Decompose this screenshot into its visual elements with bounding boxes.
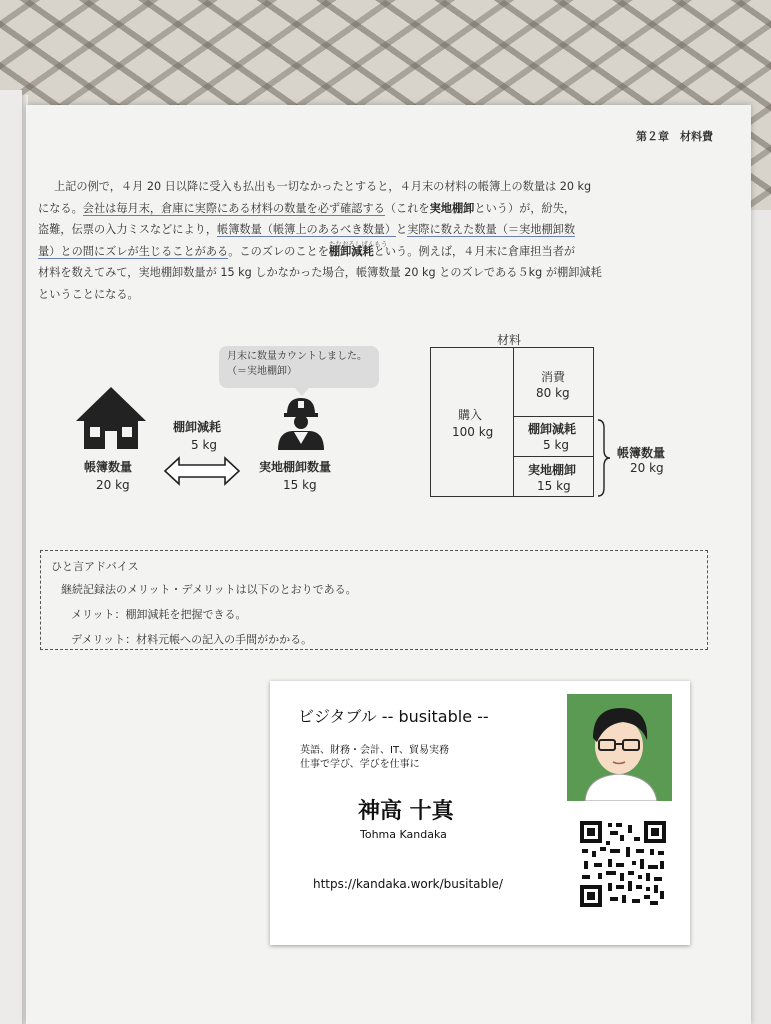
underline-monthly-check: 会社は毎月末，倉庫に実際にある材料の数量を必ず確認する <box>82 201 385 215</box>
brace-value: 20 kg <box>630 461 664 475</box>
underline-book-qty: 帳簿数量（帳簿上のあるべき数量） <box>217 223 397 237</box>
book-qty-label: 帳簿数量 <box>84 460 133 474</box>
purchase-value: 100 kg <box>452 425 494 439</box>
divider-line-1 <box>513 416 594 417</box>
chapter-header: 第２章 材料費 <box>636 130 713 143</box>
curly-brace-icon <box>596 418 612 498</box>
card-tagline-2: 仕事で学び、学びを仕事に <box>300 759 420 770</box>
card-tagline-1: 英語、財務・会計、IT、貿易実務 <box>300 745 450 756</box>
actual-qty-label: 実地棚卸数量 <box>259 460 332 474</box>
loss-box-label: 棚卸減耗 <box>528 422 577 436</box>
para-line-4: 量）との間にズレが生じることがある。このズレのことを棚卸減耗 たなおろしげんもう という。例えば，４月末に倉庫担当者が <box>38 241 710 263</box>
loss-label: 棚卸減耗 <box>173 420 222 434</box>
loss-value: 5 kg <box>191 438 218 452</box>
qr-code-icon[interactable] <box>580 821 666 907</box>
underline-gap: 量）との間にズレが生じることがある <box>38 244 229 258</box>
advice-title: ひと言アドバイス <box>51 560 139 573</box>
worker-icon <box>274 394 328 452</box>
advice-line-1: 継続記録法のメリット・デメリットは以下のとおりである。 <box>61 583 357 596</box>
card-name: 神高 十真 <box>358 799 454 824</box>
card-name-romaji: Tohma Kandaka <box>360 828 447 841</box>
qr-pattern <box>580 821 666 907</box>
house-icon <box>74 385 148 451</box>
advice-line-3: デメリット：材料元帳への記入の手間がかかる。 <box>71 633 313 646</box>
para-line-5: 材料を数えてみて，実地棚卸数量が 15 kg しかなかった場合，帳簿数量 20 kg とのズレである５kg が棚卸減耗 <box>38 266 602 280</box>
purchase-label: 購入 <box>458 408 483 422</box>
avatar-illustration <box>567 694 672 801</box>
para-line-2: になる。会社は毎月末，倉庫に実際にある材料の数量を必ず確認する（これを実地棚卸という）が，紛失， <box>38 201 576 215</box>
business-card <box>270 681 690 945</box>
brace-label: 帳簿数量 <box>617 446 666 460</box>
speech-bubble: 月末に数量カウントしました。 （＝実地棚卸） <box>219 346 379 388</box>
material-title: 材料 <box>497 333 522 347</box>
loss-box-value: 5 kg <box>543 438 570 452</box>
term-inventory-loss: 棚卸減耗 たなおろしげんもう <box>329 245 374 258</box>
divider-line-2 <box>513 456 594 457</box>
stock-box-value: 15 kg <box>537 479 571 493</box>
book-qty-value: 20 kg <box>96 478 130 492</box>
advice-box <box>40 550 708 650</box>
para-line-1: 上記の例で，４月 20 日以降に受入も払出も一切なかったとすると，４月末の材料の帳簿上の数量は 20 kg <box>54 180 592 193</box>
avatar <box>567 694 672 801</box>
double-arrow-icon <box>163 455 241 487</box>
card-url[interactable]: https://kandaka.work/busitable/ <box>313 877 503 891</box>
actual-qty-value: 15 kg <box>283 478 317 492</box>
consume-value: 80 kg <box>536 386 570 400</box>
term-physical-inventory: 実地棚卸 <box>429 201 475 215</box>
consume-label: 消費 <box>541 370 566 384</box>
stock-box-label: 実地棚卸 <box>528 463 577 477</box>
underline-actual-qty: 実際に数えた数量（＝実地棚卸数 <box>407 223 576 237</box>
advice-line-2: メリット：棚卸減耗を把握できる。 <box>71 608 247 621</box>
para-line-6: ということになる。 <box>38 287 139 301</box>
ruby-reading: たなおろしげんもう <box>328 239 388 248</box>
para-line-3: 盗難，伝票の入力ミスなどにより，帳簿数量（帳簿上のあるべき数量）と実際に数えた数量（＝実地棚卸数 <box>38 223 576 237</box>
card-brand: ビジタブル -- busitable -- <box>298 707 489 726</box>
